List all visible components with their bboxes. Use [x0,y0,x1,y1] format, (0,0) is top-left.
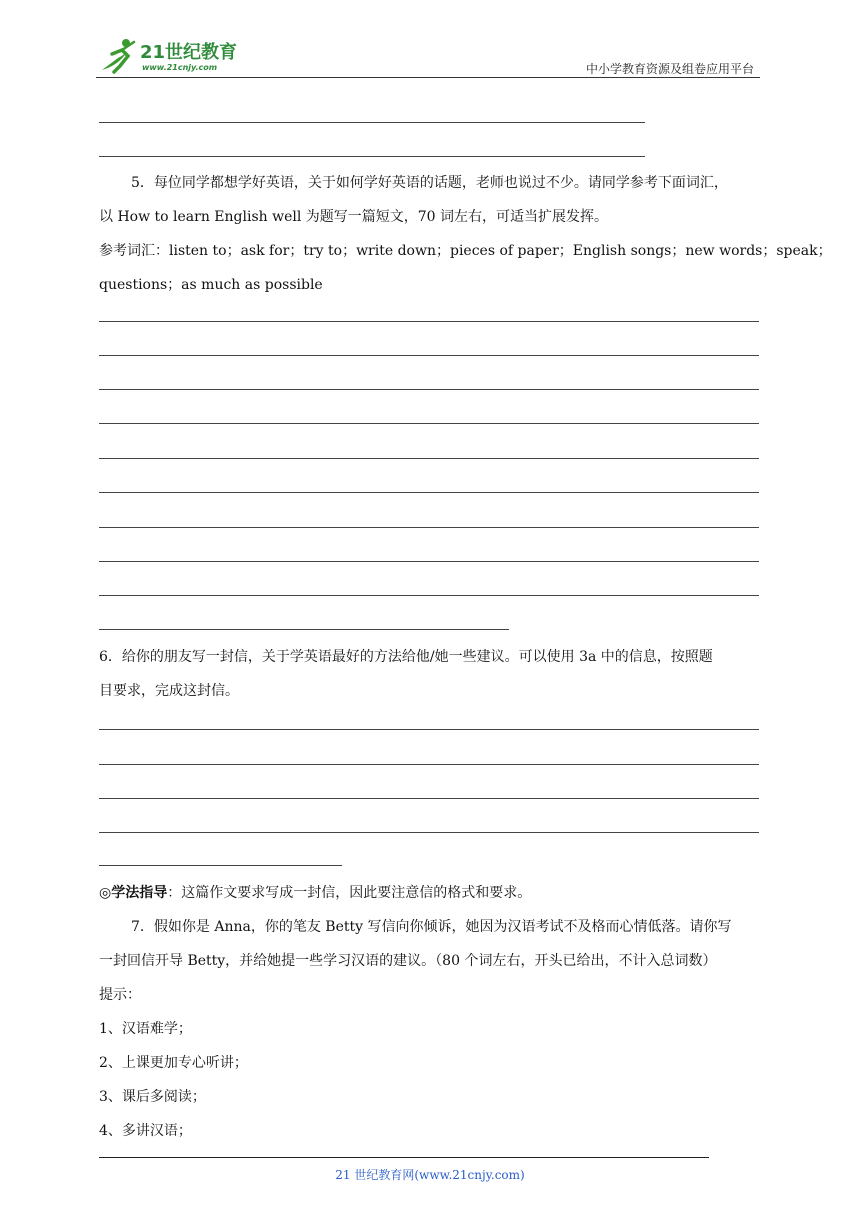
q7-line-2: 一封回信开导 Betty，并给她提一些学习汉语的建议。（80 个词左右，开头已给出，不计入总词数） [99,953,717,969]
answer-line [99,321,759,322]
study-tip-text: ：这篇作文要求写成一封信，因此要注意信的格式和要求。 [167,885,532,901]
header-tagline: 中小学教育资源及组卷应用平台 [585,62,754,76]
runner-logo-icon [102,39,134,72]
answer-line [99,122,645,123]
q7-hint-item: 3、课后多阅读； [99,1089,206,1105]
q6-line-2: 目要求，完成这封信。 [99,683,239,699]
footer-rule [99,1157,709,1158]
q5-line-1: 5．每位同学都想学好英语，关于如何学好英语的话题，老师也说过不少。请同学参考下面词汇， [131,175,728,191]
q7-hint-label: 提示： [99,987,141,1003]
q6-line-1: 6．给你的朋友写一封信，关于学英语最好的方法给他/她一些建议。可以使用 3a 中的信息，按照题 [99,649,713,665]
answer-line [99,595,759,596]
answer-line [99,458,759,459]
logo-wordmark: 21世纪教育 [140,42,238,63]
footer-link[interactable]: 21 世纪教育网(www.21cnjy.com) [335,1168,525,1182]
answer-line [99,832,759,833]
site-logo [96,36,256,76]
answer-line [99,764,759,765]
answer-line [99,492,759,493]
q7-line-1: 7．假如你是 Anna，你的笔友 Betty 写信向你倾诉，她因为汉语考试不及格而心情低落。请你写 [131,919,732,935]
answer-line [99,729,759,730]
answer-line [99,355,759,356]
q7-hint-item: 4、多讲汉语； [99,1123,192,1139]
q7-hint-item: 1、汉语难学； [99,1021,192,1037]
study-tip [99,884,761,902]
answer-line [99,629,509,630]
answer-line [99,389,759,390]
q5-line-2: 以 How to learn English well 为题写一篇短文，70 词左右，可适当扩展发挥。 [99,209,609,225]
logo-url: www.21cnjy.com [142,63,218,72]
answer-line [99,423,759,424]
answer-line [99,561,759,562]
answer-line [99,798,759,799]
answer-line [99,865,342,866]
answer-line [99,156,645,157]
q7-hint-item: 2、上课更加专心听讲； [99,1055,248,1071]
q5-line-4: questions；as much as possible [99,277,323,293]
header-rule [96,77,760,78]
answer-line [99,527,759,528]
q5-line-3: 参考词汇：listen to；ask for；try to；write down；pieces of paper；English songs；new words；speak； [99,243,832,259]
study-tip-label: ◎学法指导 [99,885,168,901]
